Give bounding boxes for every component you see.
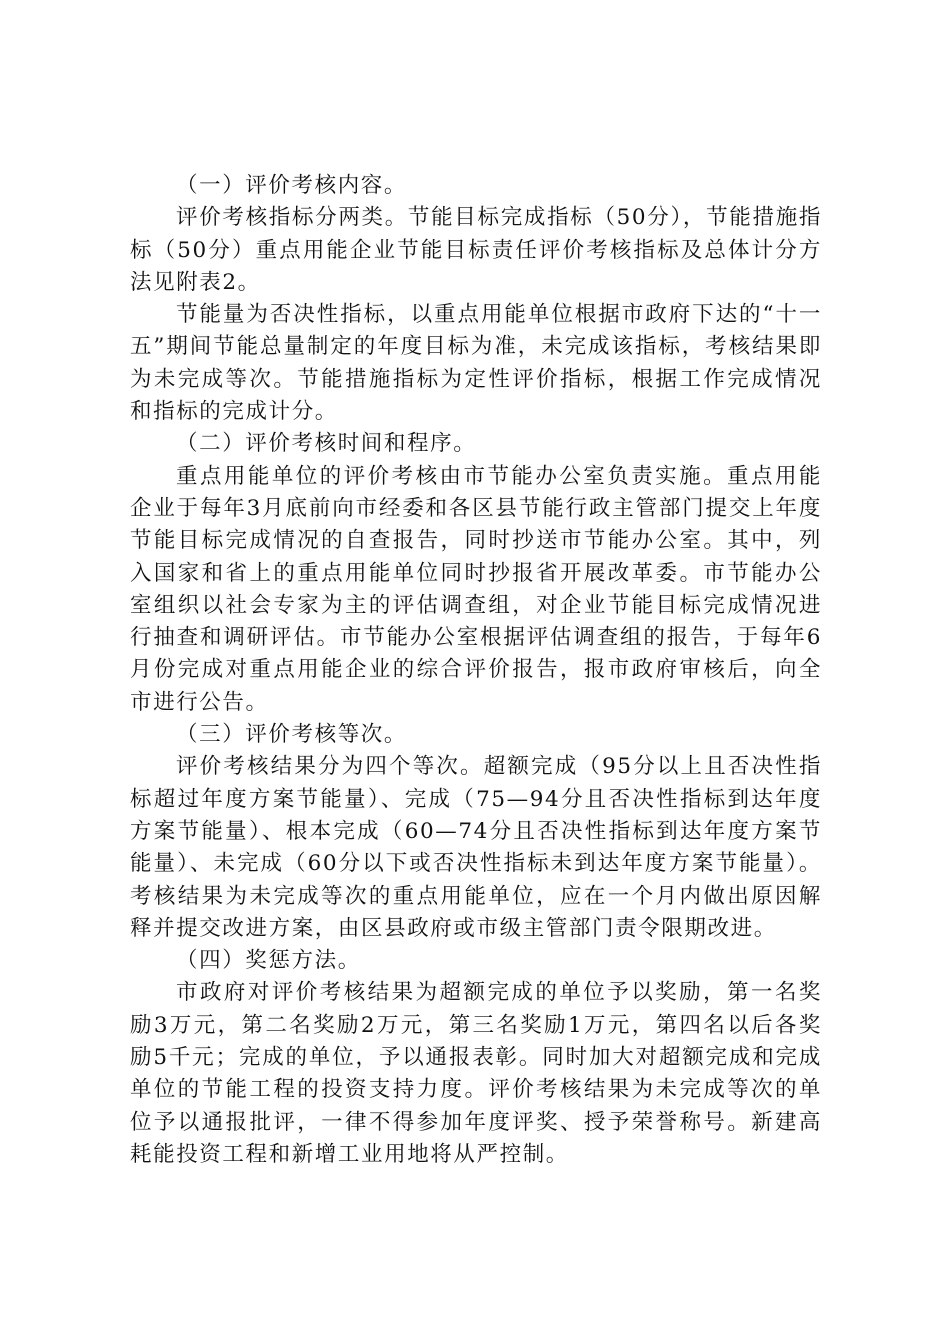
body-paragraph: 节能量为否决性指标，以重点用能单位根据市政府下达的“十一五”期间节能总量制定的年度目标为准，未完成该指标，考核结果即为未完成等次。节能措施指标为定性评价指标，根据工作完成情况和指标的完成计分。 [130,302,822,425]
document-body [130,170,822,1171]
section-heading-2: （二）评价考核时间和程序。 [176,431,477,457]
body-paragraph: 评价考核结果分为四个等次。超额完成（95分以上且否决性指标超过年度方案节能量）、完成（75—94分且否决性指标到达年度方案节能量）、根本完成（60—74分且否决性指标到达年度方案节能量）、未完成（60分以下或否决性指标未到达年度方案节能量）。考核结果为未完成等次的重点用能单位，应在一个月内做出原因解释并提交改进方案，由区县政府或市级主管部门责令限期改进。 [130,754,822,941]
body-paragraph: 评价考核指标分两类。节能目标完成指标（50分），节能措施指标（50分）重点用能企业节能目标责任评价考核指标及总体计分方法见附表2。 [130,205,822,295]
body-paragraph: 重点用能单位的评价考核由市节能办公室负责实施。重点用能企业于每年3月底前向市经委和各区县节能行政主管部门提交上年度节能目标完成情况的自查报告，同时抄送市节能办公室。其中，列入国家和省上的重点用能单位同时抄报省开展改革委。市节能办公室组织以社会专家为主的评估调查组，对企业节能目标完成情况进行抽查和调研评估。市节能办公室根据评估调查组的报告，于每年6月份完成对重点用能企业的综合评价报告，报市政府审核后，向全市进行公告。 [130,463,822,715]
section-heading-4: （四）奖惩方法。 [176,948,361,974]
section-heading-1: （一）评价考核内容。 [176,173,408,198]
section-heading-3: （三）评价考核等次。 [176,722,408,748]
body-paragraph: 市政府对评价考核结果为超额完成的单位予以奖励，第一名奖励3万元，第二名奖励2万元，第三名奖励1万元，第四名以后各奖励5千元；完成的单位，予以通报表彰。同时加大对超额完成和完成单位的节能工程的投资支持力度。评价考核结果为未完成等次的单位予以通报批评，一律不得参加年度评奖、授予荣誉称号。新建高耗能投资工程和新增工业用地将从严控制。 [130,980,822,1167]
